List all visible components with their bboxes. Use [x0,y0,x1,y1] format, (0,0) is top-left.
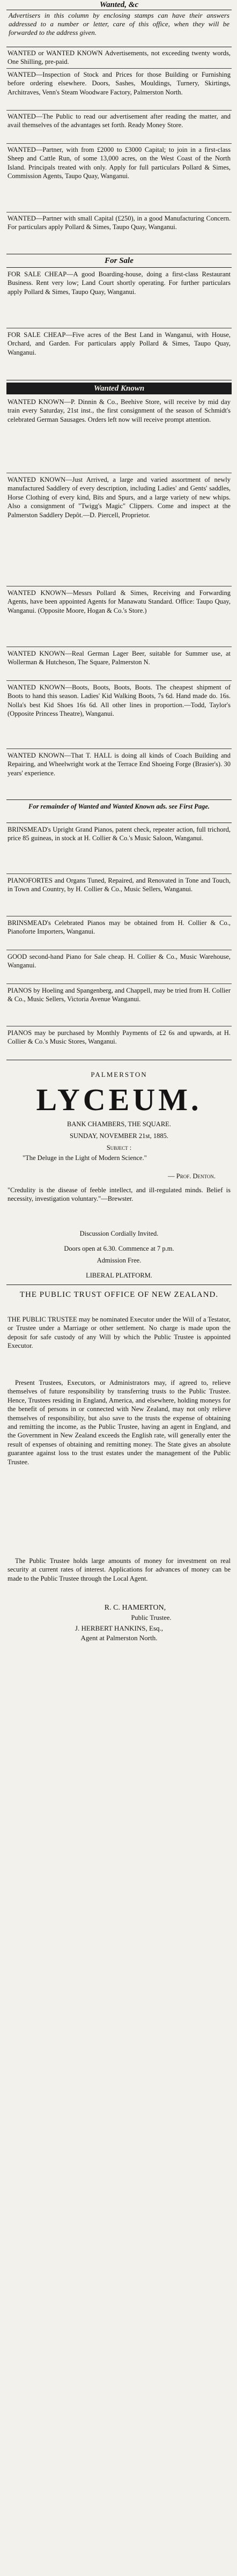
lyceum-place: PALMERSTON [91,1070,147,1078]
lyceum-quote: "Credulity is the disease of feeble intellect, and ill-regulated minds. Belief is necessity, investigation voluntary."—Brewster. [8,1186,231,1203]
advertisers-notice: Advertisers in this column by enclosing stamps can have their answers addressed to a number or letter, care of this office, when they will be forwarded to the address given. [9,11,229,36]
classified-ad: FOR SALE CHEAP—Five acres of the Best Land in Wanganui, with House, Orchard, and Garden. For particulars apply Pollard & Simes, Taupo Quay, Wanganui. [8,331,231,356]
classified-ad: WANTED—Inspection of Stock and Prices for those Building or Furnishing before ordering elsewhere. Doors, Sashes, Mouldings, Turnery, Skirtings, Architraves, Venn's Steam Woodware Factory, Palmerston North. [8,71,231,96]
divider [6,267,232,268]
lyceum-date: SUNDAY, NOVEMBER 21st, 1885. [69,1132,169,1140]
classified-ad: WANTED KNOWN—Messrs Pollard & Simes, Receiving and Forwarding Agents, have been appointed Agents for Manawatu Standard. Office: Taupo Quay, Wanganui. (Opposite Moore, Hogan & Co.'s Store.) [8,589,231,614]
public-trust-paragraph: The Public Trustee holds large amounts of money for investment on real security at current rates of interest. Applications for advances of money can be made to the Public Trustee through the Local Agent. [8,1557,231,1582]
classified-ad: WANTED KNOWN—Real German Lager Beer, suitable for Summer use, at Wollerman & Hutcheson, The Square, Palmerston N. [8,650,231,666]
music-ad: BRINSMEAD's Celebrated Pianos may be obtained from H. Collier & Co., Pianoforte Importers, Wanganui. [8,919,231,936]
lyceum-platform: LIBERAL PLATFORM. [86,1272,152,1279]
public-trust-agent: J. HERBERT HANKINS, Esq., [75,1624,164,1632]
divider [6,68,232,69]
music-ad: BRINSMEAD's Upright Grand Pianos, patent check, repeater action, full trichord, price 85 guineas, in stock at H. Collier & Co.'s Music Saloon, Wanganui. [8,826,231,842]
lyceum-title: LYCEUM. [36,1082,202,1117]
music-ad: PIANOS by Hoeling and Spangenberg, and Chappell, may be tried from H. Collier & Co., Music Sellers, Victoria Avenue Wanganui. [8,987,231,1003]
music-ad: PIANOS may be purchased by Monthly Payments of £2 6s and upwards, at H. Collier & Co.'s Music Stores, Wanganui. [8,1029,231,1046]
classified-ad: WANTED or WANTED KNOWN Advertisements, not exceeding twenty words, One Shilling, pre-paid. [8,49,231,66]
lyceum-subject-label: Subject : [106,1144,132,1151]
public-trust-paragraph: Present Trustees, Executors, or Administrators may, if agreed to, relieve themselves of future responsibility by transferring trusts to the Public Trustee. Hence, Trustees residing in England, America, and elsewhere, holding moneys for the benefit of persons in or connected with New Zealand, may not only relieve themselves of responsibility, but also save to the trusts the expense of obtaining and remitting the income, as the Public Trustee, having an agent in England, and the Government in New Zealand exceeds the English rate, will generally enter the result of expenses of obtaining and remitting money. The State gives an absolute guarantee against loss to the trust estates under the management of the Public Trustee. [8,1379,231,1466]
classified-ad: WANTED KNOWN—That T. HALL is doing all kinds of Coach Building and Repairing, and Wheelwright work at the Terrace End Shoeing Forge (Brasier's). 30 years' experience. [8,752,231,777]
for-sale-header: For Sale [105,256,134,265]
music-ad: GOOD second-hand Piano for Sale cheap. H. Collier & Co., Music Warehouse, Wanganui. [8,953,231,970]
lyceum-venue: BANK CHAMBERS, THE SQUARE. [67,1120,171,1128]
classified-ad: WANTED—The Public to read our advertisement after reading the matter, and avail themselves of the advantages set forth. Ready Money Store. [8,113,231,129]
divider [6,748,232,749]
classified-ad: FOR SALE CHEAP—A good Boarding-house, doing a first-class Restaurant Business. Rent very low; Land Court shortly operating. For further particulars apply Pollard & Simes, Taupo Quay, Wanganui. [8,270,231,296]
lyceum-discussion: Discussion Cordially Invited. [79,1230,159,1237]
public-trust-signature-name: R. C. HAMERTON, [104,1604,166,1612]
classified-ad: WANTED—Partner, with from £2000 to £3000 Capital; to join in a first-class Sheep and Cattle Run, of some 13,000 acres, on the West Coast of the North Island. Principals treated with only. Apply for full particulars Pollard & Simes, Commission Agents, Taupo Quay, Wanganui. [8,146,231,180]
public-trust-agent-place: Agent at Palmerston North. [80,1634,158,1642]
public-trust-signature-title: Public Trustee. [131,1614,172,1621]
remainder-note: For remainder of Wanted and Wanted Known ads. see First Page. [28,803,210,810]
classified-ad: WANTED KNOWN—Just Arrived, a large and varied assortment of newly manufactured Saddlery of every description, including Ladies' and Gents' saddles, Horse Clothing of every kind, Bits and Spurs, and a large variety of new whips. Also a consignment of "Twigg's Magic" Clippers. Come and inspect at the Palmerston Saddlery Depôt.—D. Piercell, Proprietor. [8,476,231,519]
divider [6,110,232,111]
public-trust-paragraph: THE PUBLIC TRUSTEE may be nominated Executor under the Will of a Testator, or Trustee under a Marriage or other settlement. No charge is made upon the deposit for safe custody of any Will by which the Public Trustee is appointed Executor. [8,1316,231,1350]
divider [6,143,232,144]
public-trust-heading: THE PUBLIC TRUST OFFICE OF NEW ZEALAND. [19,1290,219,1299]
divider [6,680,232,681]
lyceum-subject: "The Deluge in the Light of Modern Science." [23,1154,147,1162]
music-ad: PIANOFORTES and Organs Tuned, Repaired, and Renovated in Tone and Touch, in Town and Country, by H. Collier & Co., Music Sellers, Wanganui. [8,877,231,893]
lyceum-doors: Doors open at 6.30. Commence at 7 p.m. [64,1245,174,1252]
wanted-known-header: Wanted Known [6,383,232,394]
wanted-column-header: Wanted, &c [99,1,139,9]
divider [6,799,232,800]
lyceum-admission: Admission Free. [97,1257,142,1264]
classified-ad: WANTED KNOWN—P. Dinnin & Co., Beehive Store, will receive by mid day train every Saturday, 21st inst., the first consignment of the season of Schmidt's celebrated German Sausages. Orders left now will receive prompt attention. [8,398,231,423]
classified-ad: WANTED KNOWN—Boots, Boots, Boots, Boots. The cheapest shipment of Boots to hand this season. Ladies' Kid Walking Boots, 7s 6d. Hand made do. 16s. Nolla's best Kid Shoes 16s 6d. All other lines in proportion.—Todd, Taylor's (Opposite Princess Theatre), Wanganui. [8,684,231,718]
lyceum-subject-author: — Prof. Denton. [168,1172,216,1180]
classified-ad: WANTED—Partner with small Capital (£250), in a good Manufacturing Concern. For particulars apply Pollard & Simes, Taupo Quay, Wanganui. [8,215,231,231]
